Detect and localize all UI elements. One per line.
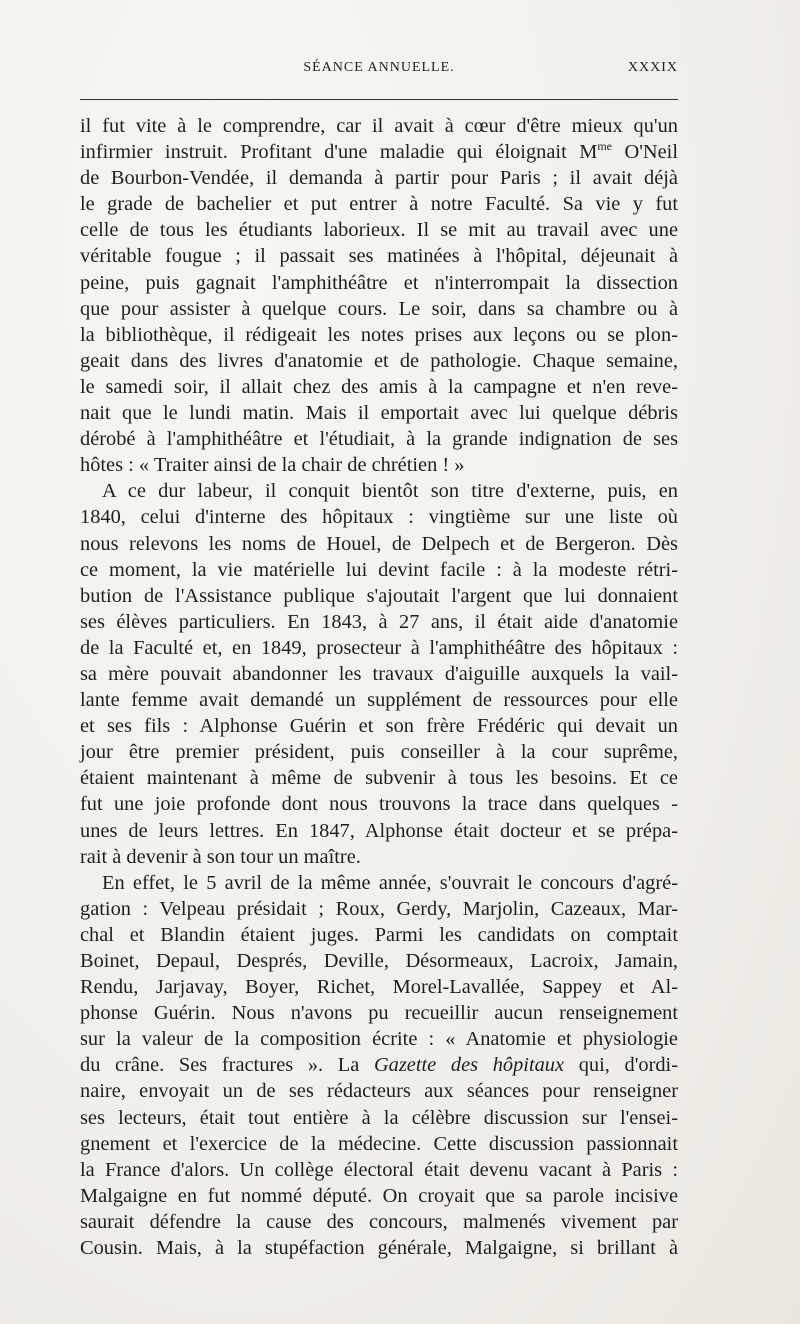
text-line: phonse Guérin. Nous n'avons pu recueillir aucun renseignement bbox=[80, 1002, 678, 1025]
text-line: rait à devenir à son tour un maître. bbox=[80, 845, 361, 868]
text-line: sa mère pouvait abandonner les travaux d'aiguille auxquels la vail- bbox=[80, 662, 678, 685]
text-line: bution de l'Assistance publique s'ajoutait l'argent que lui donnaient bbox=[80, 584, 678, 607]
running-title: SÉANCE ANNUELLE. bbox=[303, 60, 455, 75]
paragraph-2 bbox=[80, 478, 678, 869]
text-line: il fut vite à le comprendre, car il avait à cœur d'être mieux qu'un bbox=[80, 115, 678, 137]
text-line: hôtes : « Traiter ainsi de la chair de chrétien ! » bbox=[80, 454, 465, 477]
text-line: de Bourbon-Vendée, il demanda à partir pour Paris ; il avait déjà bbox=[80, 167, 678, 190]
text-line: le samedi soir, il allait chez des amis à la campagne et n'en reve- bbox=[80, 375, 678, 398]
text-line: Cousin. Mais, à la stupéfaction générale, Malgaigne, si brillant à bbox=[80, 1237, 678, 1260]
paragraph-3 bbox=[80, 870, 678, 1261]
text-line: véritable fougue ; il passait ses matinées à l'hôpital, déjeunait à bbox=[80, 245, 678, 268]
text-line: infirmier instruit. Profitant d'une maladie qui éloignait $M^{me}$ O'Neil bbox=[80, 139, 678, 164]
text-line: geait dans des livres d'anatomie et de pathologie. Chaque semaine, bbox=[80, 349, 678, 372]
text-line: le grade de bachelier et put entrer à notre Faculté. Sa vie y fut bbox=[80, 193, 678, 216]
text-line: A ce dur labeur, il conquit bientôt son titre d'externe, puis, en bbox=[102, 480, 678, 503]
text-line: En effet, le 5 avril de la même année, s'ouvrait le concours d'agré- bbox=[102, 871, 678, 894]
text-line: nous relevons les noms de Houel, de Delpech et de Bergeron. Dès bbox=[80, 532, 678, 555]
text-line: celle de tous les étudiants laborieux. Il se mit au travail avec une bbox=[80, 219, 678, 242]
text-line: sur la valeur de la composition écrite : « Anatomie et physiologie bbox=[80, 1028, 678, 1051]
text-line: la France d'alors. Un collège électoral était devenu vacant à Paris : bbox=[80, 1158, 678, 1181]
text-line: dérobé à l'amphithéâtre et l'étudiait, à la grande indignation de ses bbox=[80, 428, 678, 451]
text-line: ses élèves particuliers. En 1843, à 27 ans, il était aide d'anatomie bbox=[80, 610, 678, 633]
text-line: ses lecteurs, était tout entière à la célèbre discussion sur l'ensei- bbox=[80, 1106, 678, 1129]
text-line: peine, puis gagnait l'amphithéâtre et n'interrompait la dissection bbox=[80, 271, 678, 294]
text-line: unes de leurs lettres. En 1847, Alphonse était docteur et se prépa- bbox=[80, 819, 678, 842]
text-line: 1840, celui d'interne des hôpitaux : vingtième sur une liste où bbox=[80, 506, 678, 529]
text-line: et ses fils : Alphonse Guérin et son frère Frédéric qui devait un bbox=[80, 715, 678, 738]
text-line: Rendu, Jarjavay, Boyer, Richet, Morel-Lavallée, Sappey et Al- bbox=[80, 976, 678, 999]
text-line: lante femme avait demandé un supplément de ressources pour elle bbox=[80, 689, 678, 712]
text-line: saurait défendre la cause des concours, malmenés vivement par bbox=[80, 1210, 678, 1233]
header-rule bbox=[80, 99, 678, 100]
text-line: gnement et l'exercice de la médecine. Cette discussion passionnait bbox=[80, 1132, 678, 1155]
text-line: étaient maintenant à même de subvenir à tous les besoins. Et ce bbox=[80, 767, 678, 790]
superscript-me: me bbox=[597, 139, 613, 154]
text-line: que pour assister à quelque cours. Le soir, dans sa chambre ou à bbox=[80, 297, 678, 320]
text-line: chal et Blandin étaient juges. Parmi les candidats on comptait bbox=[80, 923, 678, 946]
text-line: nait que le lundi matin. Mais il emportait avec lui quelque débris bbox=[80, 402, 678, 425]
text-line: ce moment, la vie matérielle lui devint facile : à la modeste rétri- bbox=[80, 558, 678, 581]
text-line: Malgaigne en fut nommé député. On croyait que sa parole incisive bbox=[80, 1184, 678, 1207]
journal-title: Gazette des hôpitaux bbox=[373, 1054, 565, 1077]
text-line: la bibliothèque, il rédigeait les notes prises aux leçons ou se plon- bbox=[80, 323, 678, 346]
text-line: Boinet, Depaul, Després, Deville, Désormeaux, Lacroix, Jamain, bbox=[80, 950, 678, 972]
running-header bbox=[80, 60, 678, 84]
text-line: gation : Velpeau présidait ; Roux, Gerdy, Marjolin, Cazeaux, Mar- bbox=[80, 897, 678, 920]
text-line: fut une joie profonde dont nous trouvons la trace dans quelques - bbox=[80, 793, 678, 816]
text-line: jour être premier président, puis conseiller à la cour suprême, bbox=[80, 741, 678, 764]
paragraph-1 bbox=[80, 113, 678, 478]
body-text bbox=[80, 113, 678, 1261]
page-number: XXXIX bbox=[627, 60, 678, 75]
text-line: de la Faculté et, en 1849, prosecteur à l'amphithéâtre des hôpitaux : bbox=[80, 636, 678, 659]
text-line: du crâne. Ses fractures ». La Gazette des hôpitaux qui, d'ordi- bbox=[80, 1054, 679, 1077]
text-line: naire, envoyait un de ses rédacteurs aux séances pour renseigner bbox=[80, 1080, 678, 1103]
